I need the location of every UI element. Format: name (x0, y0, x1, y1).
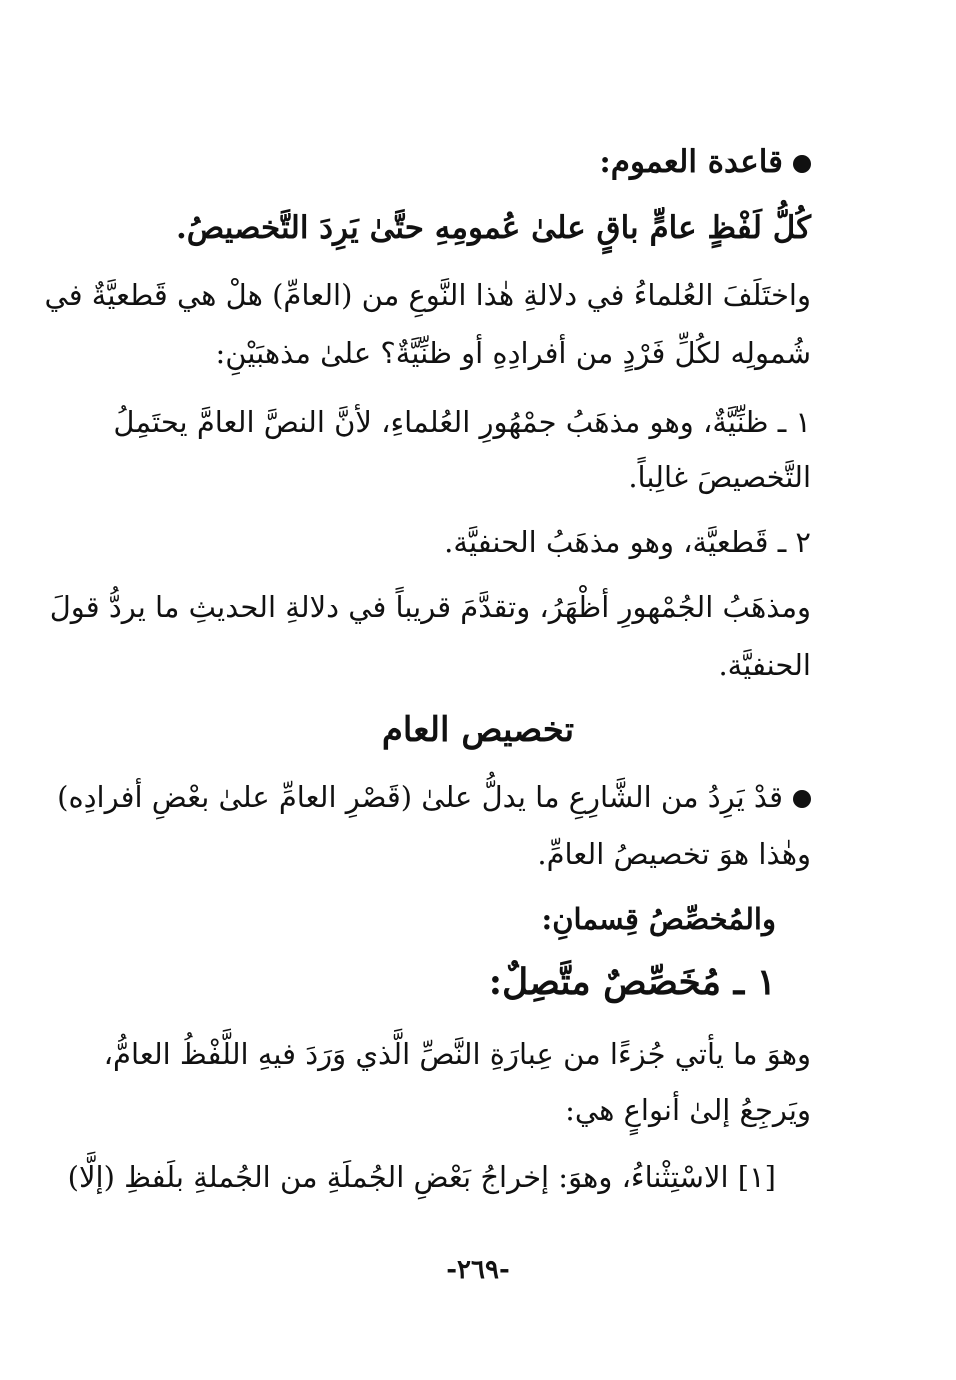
rule-statement: كُلُّ لَفْظٍ عامٍّ باقٍ علىٰ عُمومِهِ حتَّىٰ يَرِدَ التَّخصيصُ. (176, 210, 811, 246)
paragraph-line: الحنفيَّة. (718, 648, 811, 682)
paragraph-line: ومذهَبُ الجُمْهورِ أظْهَرُ، وتقدَّمَ قريباً في دلالةِ الحديثِ ما يردُّ قولَ (49, 590, 811, 624)
paragraph-line: واختَلَفَ العُلماءُ في دلالةِ هٰذا النَّوعِ من (العامِّ) هلْ هي قَطعيَّةٌ في (44, 278, 811, 312)
paragraph-line: وهٰذا هوَ تخصيصُ العامِّ. (537, 837, 811, 871)
list-item: [١] الاسْتِثْناءُ، وهوَ: إخراجُ بَعْضِ الجُملَةِ من الجُملةِ بلَفظِ (إلَّا) (67, 1160, 776, 1194)
bullet-icon (793, 155, 811, 173)
section-title: تخصيص العام (381, 710, 575, 750)
list-item: ٢ ـ قَطعيَّة، وهو مذهَبُ الحنفيَّة. (444, 525, 811, 559)
paragraph-line: ويَرجِعُ إلىٰ أنواعٍ هي: (565, 1093, 811, 1127)
rule-heading-text: قاعدة العموم: (599, 144, 783, 180)
subheading: ١ ـ مُخَصِّصٌ متَّصِلٌ: (488, 961, 776, 1003)
page-number: -٢٦٩- (446, 1255, 510, 1285)
paragraph-line: وهوَ ما يأتي جُزءًا من عِبارَةِ النَّصِّ الَّذي وَرَدَ فيهِ اللَّفْظُ العامُّ، (103, 1037, 811, 1071)
paragraph-line: شُمولِه لكُلِّ فَرْدٍ من أفرادِهِ أو ظنِّيَّةٌ؟ علىٰ مذهبَيْنِ: (215, 336, 811, 370)
paragraph: والمُخصِّصُ قِسمانِ: (541, 902, 776, 936)
paragraph-text: قدْ يَرِدُ من الشَّارِعِ ما يدلُّ علىٰ (قَصْرِ العامِّ علىٰ بعْضِ أفرادِه) (57, 780, 783, 814)
bullet-icon (793, 790, 811, 808)
list-item-line: التَّخصيصَ غالِباً. (628, 460, 811, 494)
rule-heading (599, 140, 811, 184)
list-item-line: ١ ـ ظنِّيَّةٌ، وهو مذهَبُ جمْهُورِ العُلماءِ، لأنَّ النصَّ العامَّ يحتَمِلُ (113, 405, 811, 439)
paragraph-line (57, 775, 811, 819)
